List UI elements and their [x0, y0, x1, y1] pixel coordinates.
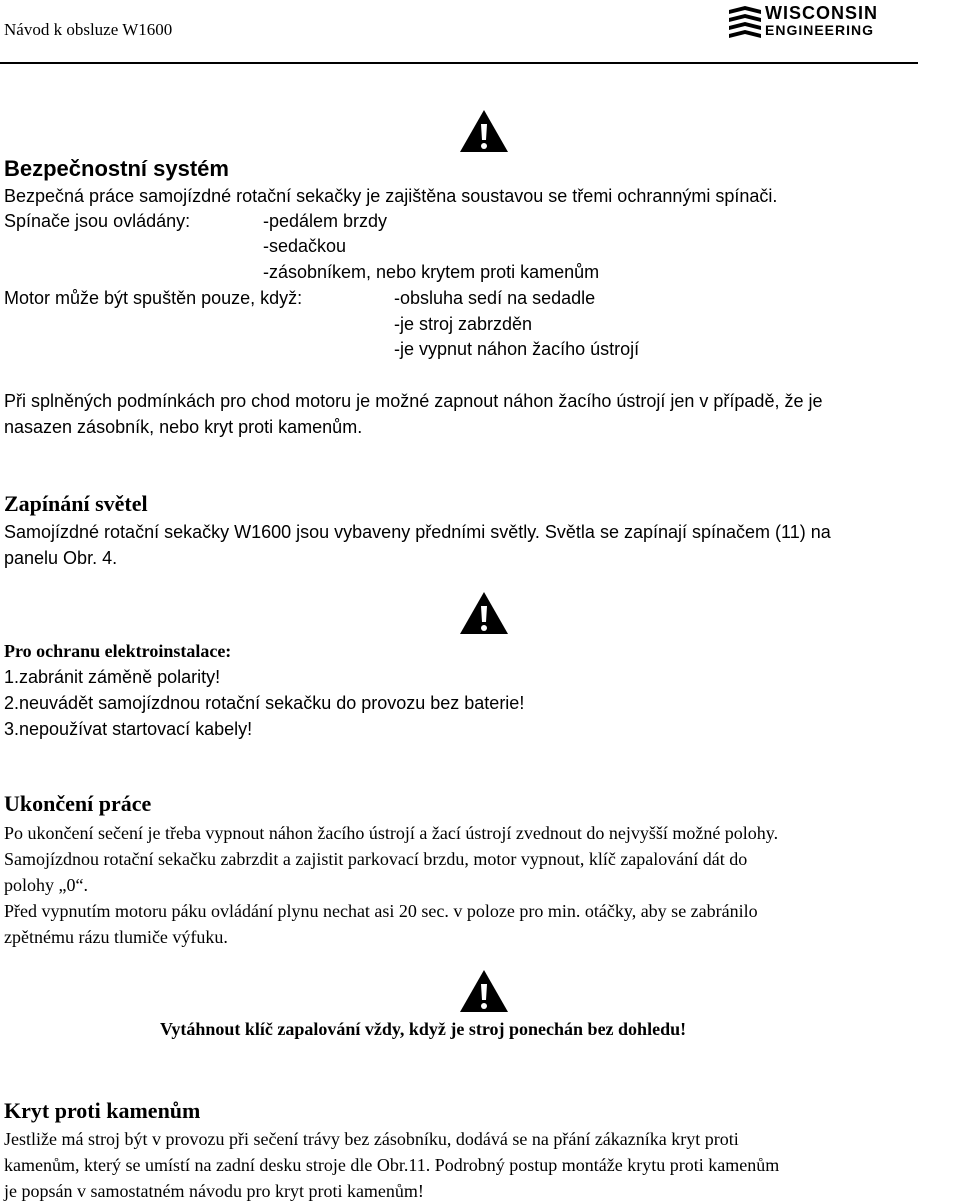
- finish-line: zpětnému rázu tlumiče výfuku.: [4, 927, 228, 947]
- switch-item: -zásobníkem, nebo krytem proti kamenům: [263, 262, 600, 282]
- guard-line: je popsán v samostatném návodu pro kryt proti kamenům!: [4, 1181, 424, 1201]
- warning-triangle-icon: [458, 590, 510, 636]
- lights-line2: panelu Obr. 4.: [4, 548, 118, 568]
- switch-item: -sedačkou: [263, 236, 347, 256]
- electrical-item: 1.zabránit záměně polarity!: [4, 667, 221, 687]
- electrical-heading: Pro ochranu elektroinstalace:: [4, 641, 232, 661]
- logo-line1: WISCONSIN: [765, 3, 879, 23]
- condition-item: -je vypnut náhon žacího ústrojí: [394, 339, 640, 359]
- guard-line: kamenům, který se umístí na zadní desku stroje dle Obr.11. Podrobný postup montáže krytu proti kamenům: [4, 1155, 780, 1175]
- guard-line: Jestliže má stroj být v provozu při sečení trávy bez zásobníku, dodává se na přání zákazníka kryt proti: [4, 1129, 739, 1149]
- condition-item: -je stroj zabrzděn: [394, 314, 533, 334]
- finish-line: polohy „0“.: [4, 875, 88, 895]
- finish-warning: Vytáhnout klíč zapalování vždy, když je stroj ponechán bez dohledu!: [160, 1019, 687, 1039]
- safety-paragraph-line2: nasazen zásobník, nebo kryt proti kamenům.: [4, 417, 363, 437]
- electrical-item: 2.neuvádět samojízdnou rotační sekačku do provozu bez baterie!: [4, 693, 525, 713]
- switches-label: Spínače jsou ovládány:: [4, 211, 191, 231]
- finish-line: Po ukončení sečení je třeba vypnout náhon žacího ústrojí a žací ústrojí zvednout do nejvyšší možné polohy.: [4, 823, 779, 843]
- condition-item: -obsluha sedí na sedadle: [394, 288, 596, 308]
- lights-heading: Zapínání světel: [4, 491, 148, 516]
- safety-paragraph-line1: Při splněných podmínkách pro chod motoru je možné zapnout náhon žacího ústrojí jen v případě, že je: [4, 391, 823, 411]
- wisconsin-logo: [727, 3, 877, 41]
- warning-triangle-icon: [458, 108, 510, 154]
- switch-item: -pedálem brzdy: [263, 211, 388, 231]
- guard-heading: Kryt proti kamenům: [4, 1098, 201, 1123]
- motor-label: Motor může být spuštěn pouze, když:: [4, 288, 303, 308]
- finish-heading: Ukončení práce: [4, 791, 152, 816]
- wisconsin-logo-icon: [727, 4, 763, 40]
- header-rule: [0, 62, 918, 64]
- logo-line2: ENGINEERING: [765, 22, 875, 38]
- warning-triangle-icon: [458, 968, 510, 1014]
- finish-line: Před vypnutím motoru páku ovládání plynu nechat asi 20 sec. v poloze pro min. otáčky, aby se zabránilo: [4, 901, 758, 921]
- safety-heading: Bezpečnostní systém: [4, 156, 229, 181]
- finish-line: Samojízdnou rotační sekačku zabrzdit a zajistit parkovací brzdu, motor vypnout, klíč zapalování dát do: [4, 849, 748, 869]
- document-title: Návod k obsluze W1600: [4, 20, 173, 39]
- lights-line1: Samojízdné rotační sekačky W1600 jsou vybaveny předními světly. Světla se zapínají spínačem (11) na: [4, 522, 831, 542]
- electrical-item: 3.nepoužívat startovací kabely!: [4, 719, 253, 739]
- safety-intro: Bezpečná práce samojízdné rotační sekačky je zajištěna soustavou se třemi ochrannými spínači.: [4, 186, 778, 206]
